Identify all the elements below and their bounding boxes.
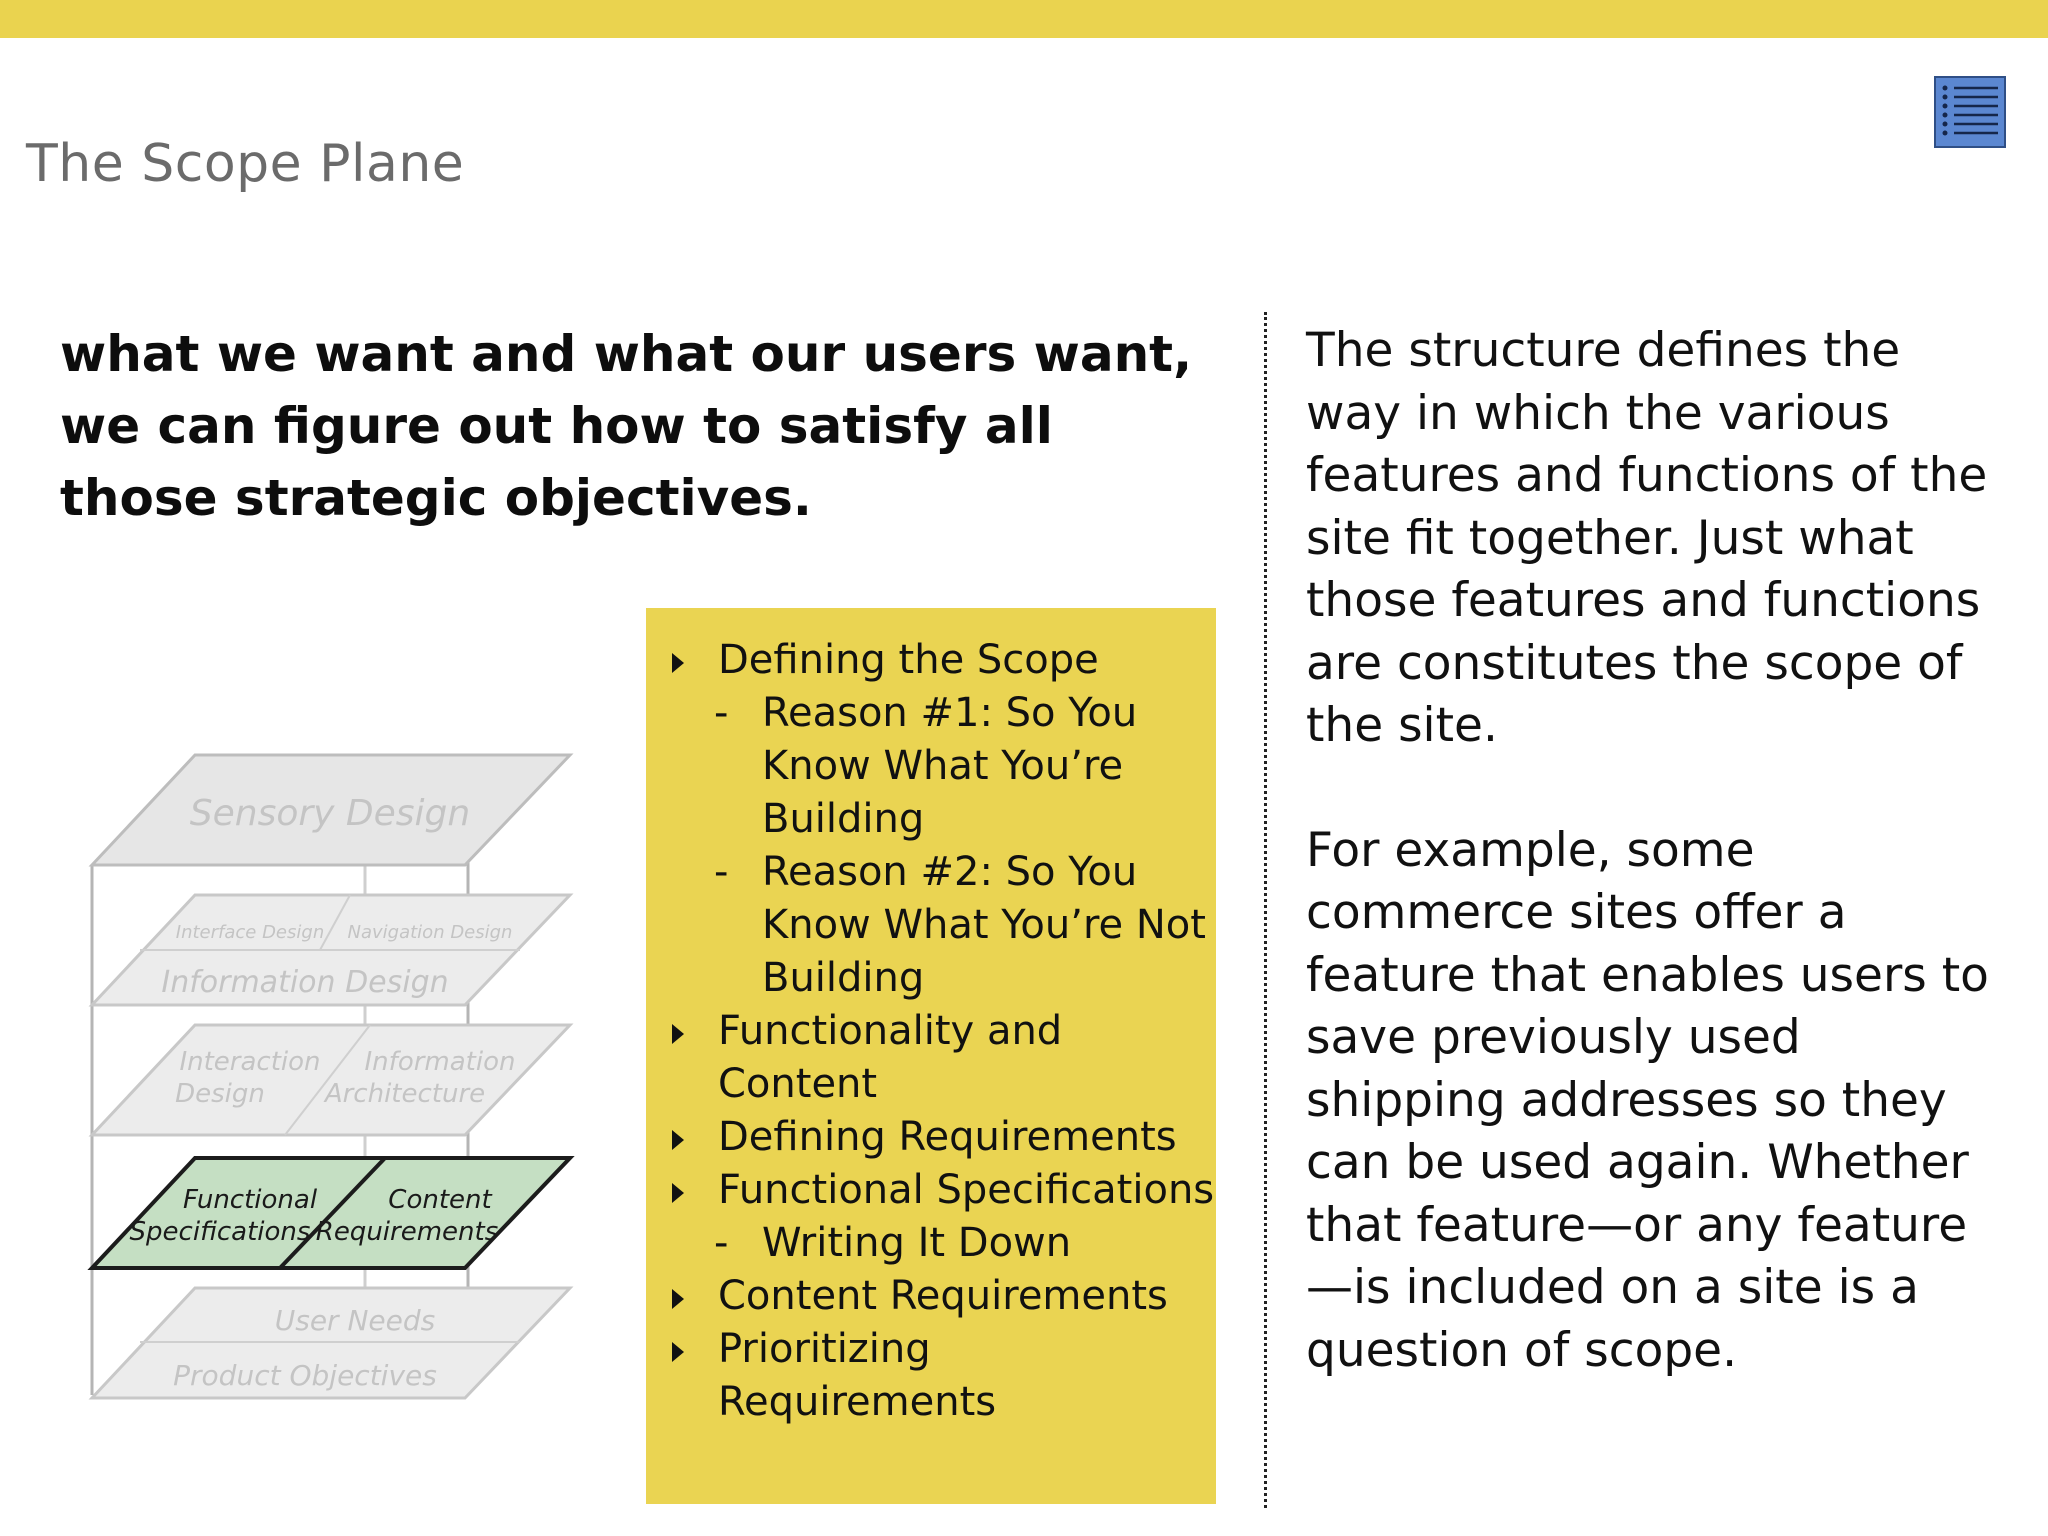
page-title: The Scope Plane: [26, 134, 465, 194]
paragraph-structure: The structure defines the way in which the various features and functions of the site fit together. Just what those features and functions are constitutes the scope of the site.: [1306, 323, 1988, 753]
label-user-needs: User Needs: [274, 1304, 436, 1337]
outline-item-text: Writing It Down: [762, 1220, 1072, 1266]
outline-item-text: Building: [762, 955, 925, 1001]
outline-item-text: Reason #2: So You: [762, 849, 1138, 895]
outline-item: [646, 1164, 1216, 1217]
outline-item-text: Defining the Scope: [718, 637, 1099, 683]
outline-item: [646, 1111, 1216, 1164]
planes-diagram: [80, 740, 600, 1420]
body-text: [1306, 320, 2006, 1444]
outline-item-text: Know What You’re: [762, 743, 1124, 789]
outline-item: [646, 1323, 1216, 1429]
label-interaction-1: Interaction: [179, 1047, 321, 1077]
intro-statement: what we want and what our users want, we can figure out how to satisfy all those strategic objectives.: [60, 325, 1193, 527]
label-content-1: Content: [388, 1185, 492, 1215]
outline-item: [646, 1005, 1216, 1111]
label-info-arch-2: Architecture: [324, 1079, 486, 1109]
outline-item: [646, 846, 1216, 1005]
label-functional-1: Functional: [182, 1185, 318, 1215]
bullet-dash-icon: -: [714, 1220, 729, 1266]
list-icon: [1936, 78, 2004, 146]
outline-item-text: Content: [718, 1061, 878, 1107]
label-functional-2: Specifications: [129, 1217, 311, 1247]
outline-item-text: Content Requirements: [718, 1273, 1168, 1319]
outline-item-text: Functionality and: [718, 1008, 1063, 1054]
paragraph-example: For example, some commerce sites offer a feature that enables users to save previously used shipping addresses so they can be used again. Whether that feature—or any feature—is included on a site is a question of scope.: [1306, 822, 1989, 1378]
outline-item-text: Requirements: [718, 1379, 997, 1425]
bullet-triangle-icon: [672, 1270, 684, 1323]
outline-item-text: Defining Requirements: [718, 1114, 1177, 1160]
label-navigation-design: Navigation Design: [347, 922, 513, 943]
bullet-triangle-icon: [672, 634, 684, 687]
outline-item: [646, 1270, 1216, 1323]
label-content-2: Requirements: [315, 1217, 499, 1247]
label-product-objectives: Product Objectives: [173, 1359, 437, 1392]
label-sensory-design: Sensory Design: [189, 793, 471, 834]
outline-item-text: Prioritizing: [718, 1326, 931, 1372]
chapter-outline: [646, 608, 1216, 1504]
outline-item-text: Building: [762, 796, 925, 842]
outline-item: [646, 1217, 1216, 1270]
label-interface-design: Interface Design: [175, 922, 325, 943]
outline-item: [646, 634, 1216, 687]
notes-list-button[interactable]: [1934, 76, 2006, 148]
top-accent-bar: [0, 0, 2048, 38]
bullet-dash-icon: -: [714, 849, 729, 895]
outline-item-text: Reason #1: So You: [762, 690, 1138, 736]
outline-item: [646, 687, 1216, 846]
bullet-dash-icon: -: [714, 690, 729, 736]
outline-item-text: Know What You’re Not: [762, 902, 1206, 948]
label-interaction-2: Design: [175, 1079, 265, 1109]
bullet-triangle-icon: [672, 1005, 684, 1058]
dotted-divider: [1264, 312, 1267, 1508]
label-information-design: Information Design: [161, 965, 449, 1000]
label-info-arch-1: Information: [364, 1047, 516, 1077]
outline-list: [646, 608, 1216, 1429]
bullet-triangle-icon: [672, 1111, 684, 1164]
bullet-triangle-icon: [672, 1323, 684, 1376]
outline-item-text: Functional Specifications: [718, 1167, 1215, 1213]
bullet-triangle-icon: [672, 1164, 684, 1217]
